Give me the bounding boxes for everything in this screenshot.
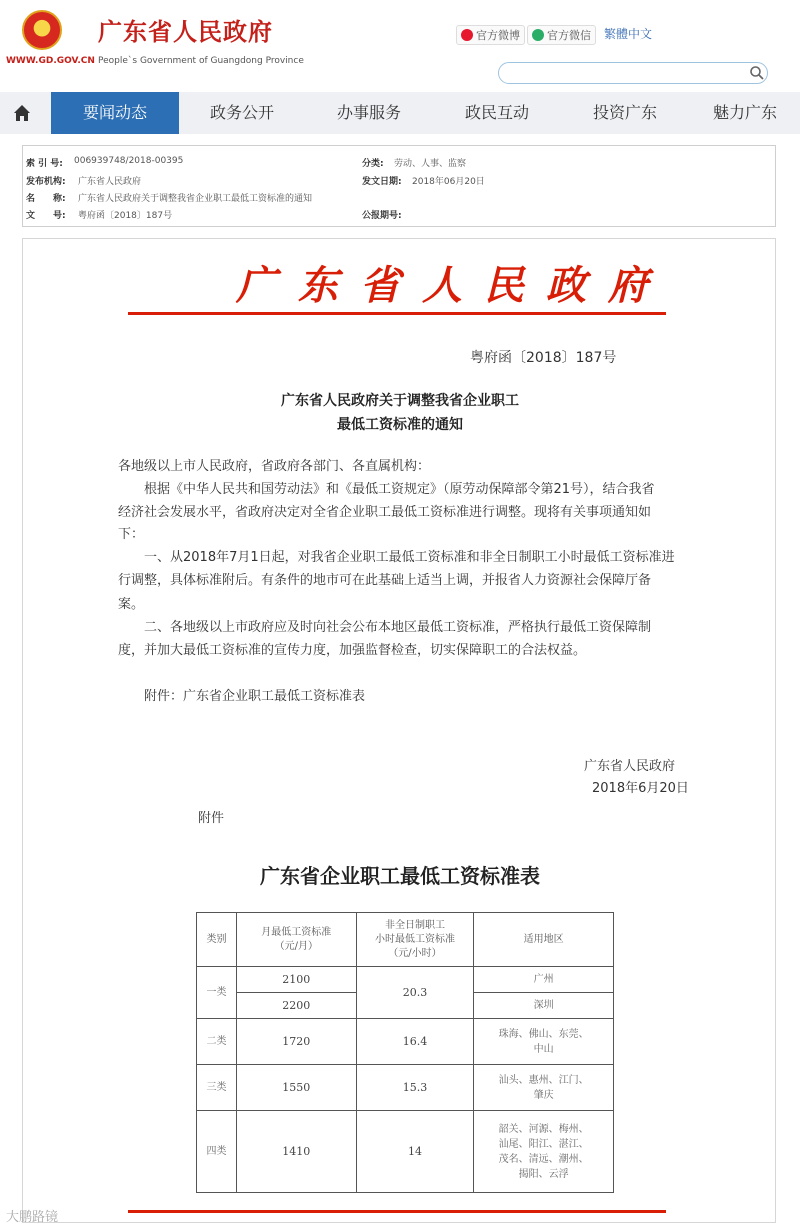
paragraph-2-line-1: 一、从2018年7月1日起，对我省企业职工最低工资标准和非全日制职工小时最低工资标准进 (144, 550, 675, 565)
table-cell-region: 广州 (474, 967, 614, 993)
header-region: 适用地区 (474, 913, 614, 967)
doc-number-label: 文 号: (26, 211, 66, 221)
index-value: 006939748/2018-00395 (74, 156, 184, 166)
emblem-logo (22, 10, 62, 50)
table-cell-monthly: 2200 (236, 993, 356, 1019)
document-title-line-1: 广东省人民政府关于调整我省企业职工 (281, 393, 519, 409)
search-input[interactable] (498, 62, 768, 84)
wechat-icon (532, 29, 544, 41)
name-value: 广东省人民政府关于调整我省企业职工最低工资标准的通知 (78, 194, 313, 204)
wage-table (196, 912, 614, 1193)
bottom-red-divider (128, 1210, 666, 1213)
header-monthly: 月最低工资标准 （元/月） (236, 913, 356, 967)
table-cell-hourly: 20.3 (356, 967, 474, 1019)
watermark: 大鹏路镜 (6, 1210, 59, 1225)
nav-item-news[interactable]: 要闻动态 (51, 92, 179, 134)
site-title[interactable]: 广东省人民政府 (98, 18, 273, 46)
table-cell-monthly: 2100 (236, 967, 356, 993)
paragraph-1-line-3: 下： (118, 527, 145, 542)
wechat-link[interactable]: 官方微信 (527, 25, 596, 45)
table-cell-region: 珠海、佛山、东莞、 中山 (474, 1019, 614, 1065)
category-label: 分类: (362, 159, 384, 169)
annex-label: 附件 (198, 811, 225, 826)
attachment-note: 附件：广东省企业职工最低工资标准表 (144, 689, 366, 704)
weibo-icon (461, 29, 473, 41)
table-cell-monthly: 1550 (236, 1065, 356, 1111)
document-number: 粤府函〔2018〕187号 (470, 350, 617, 366)
nav-item-invest[interactable]: 投资广东 (592, 103, 657, 122)
table-row-category: 一类 (197, 967, 237, 1019)
doc-number-value: 粤府函〔2018〕187号 (78, 211, 173, 221)
table-cell-hourly: 15.3 (356, 1065, 474, 1111)
table-cell-monthly: 1720 (236, 1019, 356, 1065)
table-cell-region: 深圳 (474, 993, 614, 1019)
header-hourly: 非全日制职工 小时最低工资标准 （元/小时） (356, 913, 474, 967)
home-icon[interactable] (0, 92, 44, 134)
table-cell-region: 汕头、惠州、江门、 肇庆 (474, 1065, 614, 1111)
recipients: 各地级以上市人民政府，省政府各部门、各直属机构： (118, 459, 431, 474)
date-value: 2018年06月20日 (412, 177, 485, 187)
table-cell-region: 韶关、河源、梅州、 汕尾、阳江、湛江、 茂名、清远、潮州、 揭阳、云浮 (474, 1111, 614, 1193)
signature-date: 2018年6月20日 (592, 781, 689, 796)
name-label: 名 称: (26, 194, 66, 204)
traditional-chinese-link[interactable]: 繁體中文 (604, 27, 653, 41)
wage-table-title: 广东省企业职工最低工资标准表 (260, 864, 540, 888)
table-row-category: 二类 (197, 1019, 237, 1065)
category-value: 劳动、人事、监察 (394, 159, 467, 169)
publisher-value: 广东省人民政府 (78, 177, 142, 187)
table-row-category: 三类 (197, 1065, 237, 1111)
paragraph-3-line-1: 二、各地级以上市政府应及时向社会公布本地区最低工资标准，严格执行最低工资保障制 (144, 620, 652, 635)
document-red-header: 广东省人民政府 (236, 262, 670, 309)
site-url: WWW.GD.GOV.CN (6, 56, 95, 66)
site-subtitle: People`s Government of Guangdong Province (98, 56, 304, 66)
table-cell-hourly: 16.4 (356, 1019, 474, 1065)
search-icon[interactable] (748, 64, 766, 82)
paragraph-1-line-1: 根据《中华人民共和国劳动法》和《最低工资规定》（原劳动保障部令第21号），结合我省 (144, 482, 655, 497)
nav-item-services[interactable]: 办事服务 (336, 103, 401, 122)
header-category: 类别 (197, 913, 237, 967)
paragraph-3-line-2: 度，并加大最低工资标准的宣传力度，加强监督检查，切实保障职工的合法权益。 (118, 643, 587, 658)
red-divider (128, 312, 666, 315)
nav-item-charm[interactable]: 魅力广东 (712, 103, 777, 122)
paragraph-2-line-3: 案。 (118, 597, 145, 612)
table-cell-monthly: 1410 (236, 1111, 356, 1193)
date-label: 发文日期: (362, 177, 402, 187)
table-cell-hourly: 14 (356, 1111, 474, 1193)
paragraph-1-line-2: 经济社会发展水平，省政府决定对全省企业职工最低工资标准进行调整。现将有关事项通知如 (118, 505, 652, 520)
table-row-category: 四类 (197, 1111, 237, 1193)
nav-item-interaction[interactable]: 政民互动 (464, 103, 529, 122)
signature: 广东省人民政府 (584, 759, 676, 774)
index-label: 索 引 号: (26, 159, 63, 169)
paragraph-2-line-2: 行调整，具体标准附后。有条件的地市可在此基础上适当上调，并报省人力资源社会保障厅备 (118, 573, 652, 588)
nav-item-government-affairs[interactable]: 政务公开 (209, 103, 274, 122)
document-title-line-2: 最低工资标准的通知 (337, 417, 463, 433)
weibo-link[interactable]: 官方微博 (456, 25, 525, 45)
bulletin-label: 公报期号: (362, 211, 402, 221)
publisher-label: 发布机构: (26, 177, 66, 187)
